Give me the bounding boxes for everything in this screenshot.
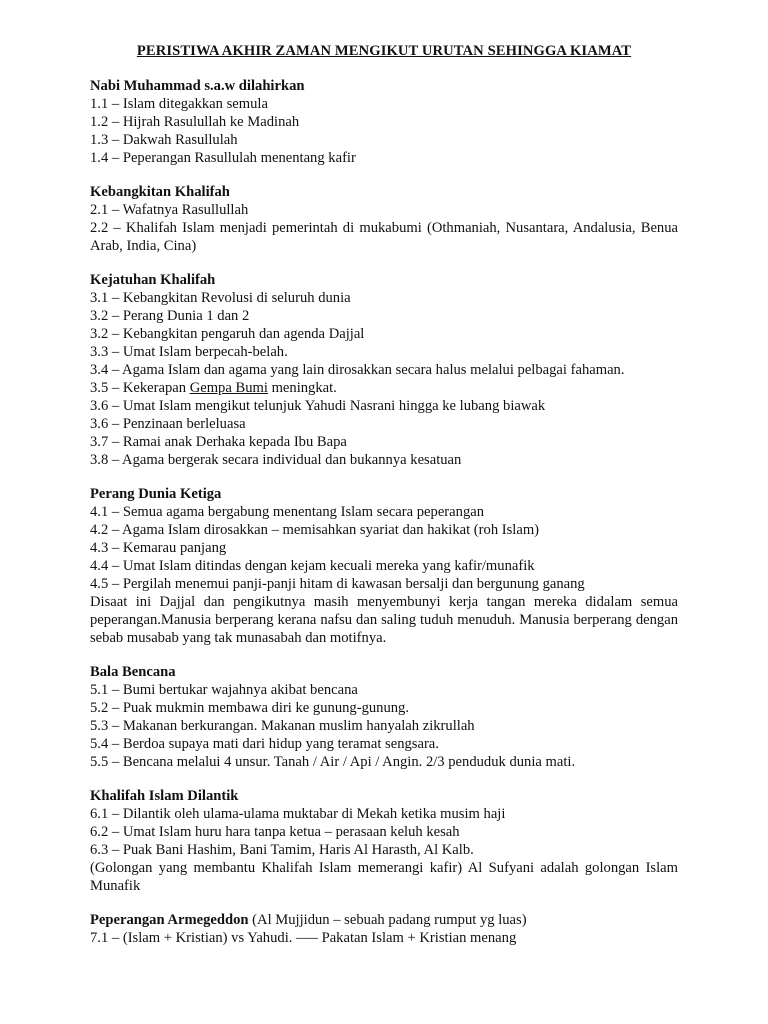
list-item-prefix: 3.5 – Kekerapan [90,380,190,396]
section-heading-line [90,911,678,929]
list-item: 3.3 – Umat Islam berpecah-belah. [90,344,288,360]
section-heading: Kejatuhan Khalifah [90,272,216,288]
section-heading: Nabi Muhammad s.a.w dilahirkan [90,78,305,94]
section-kejatuhan-khalifah [90,271,678,469]
list-item: 4.2 – Agama Islam dirosakkan – memisahkan syariat dan hakikat (roh Islam) [90,522,540,538]
list-item: 4.3 – Kemarau panjang [90,540,227,556]
list-item: 2.1 – Wafatnya Rasullullah [90,202,249,218]
list-item: 6.1 – Dilantik oleh ulama-ulama muktabar di Mekah ketika musim haji [90,806,506,822]
list-item: 3.4 – Agama Islam dan agama yang lain dirosakkan secara halus melalui pelbagai fahaman. [90,362,625,378]
list-item: 5.5 – Bencana melalui 4 unsur. Tanah / Air / Api / Angin. 2/3 penduduk dunia mati. [90,754,576,770]
section-perang-dunia-ketiga [90,485,678,647]
list-item: 3.2 – Kebangkitan pengaruh dan agenda Dajjal [90,326,365,342]
section-peperangan-armegeddon [90,911,678,947]
list-item: 6.2 – Umat Islam huru hara tanpa ketua – perasaan keluh kesah [90,824,460,840]
list-item: 1.4 – Peperangan Rasullulah menentang kafir [90,150,356,166]
list-item: 3.1 – Kebangkitan Revolusi di seluruh dunia [90,290,351,306]
list-item: 1.2 – Hijrah Rasulullah ke Madinah [90,114,300,130]
section-heading: Kebangkitan Khalifah [90,184,230,200]
list-item: 5.3 – Makanan berkurangan. Makanan muslim hanyalah zikrullah [90,718,475,734]
list-item-suffix: meningkat. [267,380,337,396]
section-heading-note: (Al Mujjidun – sebuah padang rumput yg luas) [248,912,527,928]
gempa-bumi-link[interactable]: Gempa Bumi [189,380,268,396]
list-item: 3.6 – Penzinaan berleluasa [90,416,246,432]
section-paragraph: Disaat ini Dajjal dan pengikutnya masih menyembunyi kerja tangan mereka didalam semua peperangan.Manusia berperang kerana nafsu dan saling tuduh menuduh. Manusia berperang dengan sebab musabab yang tak munasabah dan motifnya. [90,594,678,646]
list-item: 4.1 – Semua agama bergabung menentang Islam secara peperangan [90,504,485,520]
list-item: 5.1 – Bumi bertukar wajahnya akibat bencana [90,682,358,698]
section-paragraph: (Golongan yang membantu Khalifah Islam memerangi kafir) Al Sufyani adalah golongan Islam Munafik [90,860,678,894]
section-heading: Peperangan Armegeddon [90,912,249,928]
list-item: 7.1 – (Islam + Kristian) vs Yahudi. ––– Pakatan Islam + Kristian menang [90,930,517,946]
section-kebangkitan-khalifah [90,183,678,255]
section-heading: Bala Bencana [90,664,176,680]
list-item: 1.1 – Islam ditegakkan semula [90,96,268,112]
list-item: 3.6 – Umat Islam mengikut telunjuk Yahudi Nasrani hingga ke lubang biawak [90,398,546,414]
list-item: 5.4 – Berdoa supaya mati dari hidup yang teramat sengsara. [90,736,439,752]
list-item: 3.2 – Perang Dunia 1 dan 2 [90,308,250,324]
list-item: 4.5 – Pergilah menemui panji-panji hitam di kawasan bersalji dan bergunung ganang [90,576,585,592]
list-item: 6.3 – Puak Bani Hashim, Bani Tamim, Haris Al Harasth, Al Kalb. [90,842,474,858]
section-nabi-muhammad [90,77,678,167]
list-item: 4.4 – Umat Islam ditindas dengan kejam kecuali mereka yang kafir/munafik [90,558,535,574]
list-item: 2.2 – Khalifah Islam menjadi pemerintah di mukabumi (Othmaniah, Nusantara, Andalusia, Benua Arab, India, Cina) [90,220,678,254]
list-item: 3.8 – Agama bergerak secara individual dan bukannya kesatuan [90,452,462,468]
list-item: 5.2 – Puak mukmin membawa diri ke gunung-gunung. [90,700,409,716]
list-item: 1.3 – Dakwah Rasullulah [90,132,238,148]
section-khalifah-dilantik [90,787,678,895]
list-item: 3.7 – Ramai anak Derhaka kepada Ibu Bapa [90,434,347,450]
list-item [90,379,678,397]
section-heading: Perang Dunia Ketiga [90,486,222,502]
section-heading: Khalifah Islam Dilantik [90,788,239,804]
document-title: PERISTIWA AKHIR ZAMAN MENGIKUT URUTAN SEHINGGA KIAMAT [136,43,632,59]
section-bala-bencana [90,663,678,771]
